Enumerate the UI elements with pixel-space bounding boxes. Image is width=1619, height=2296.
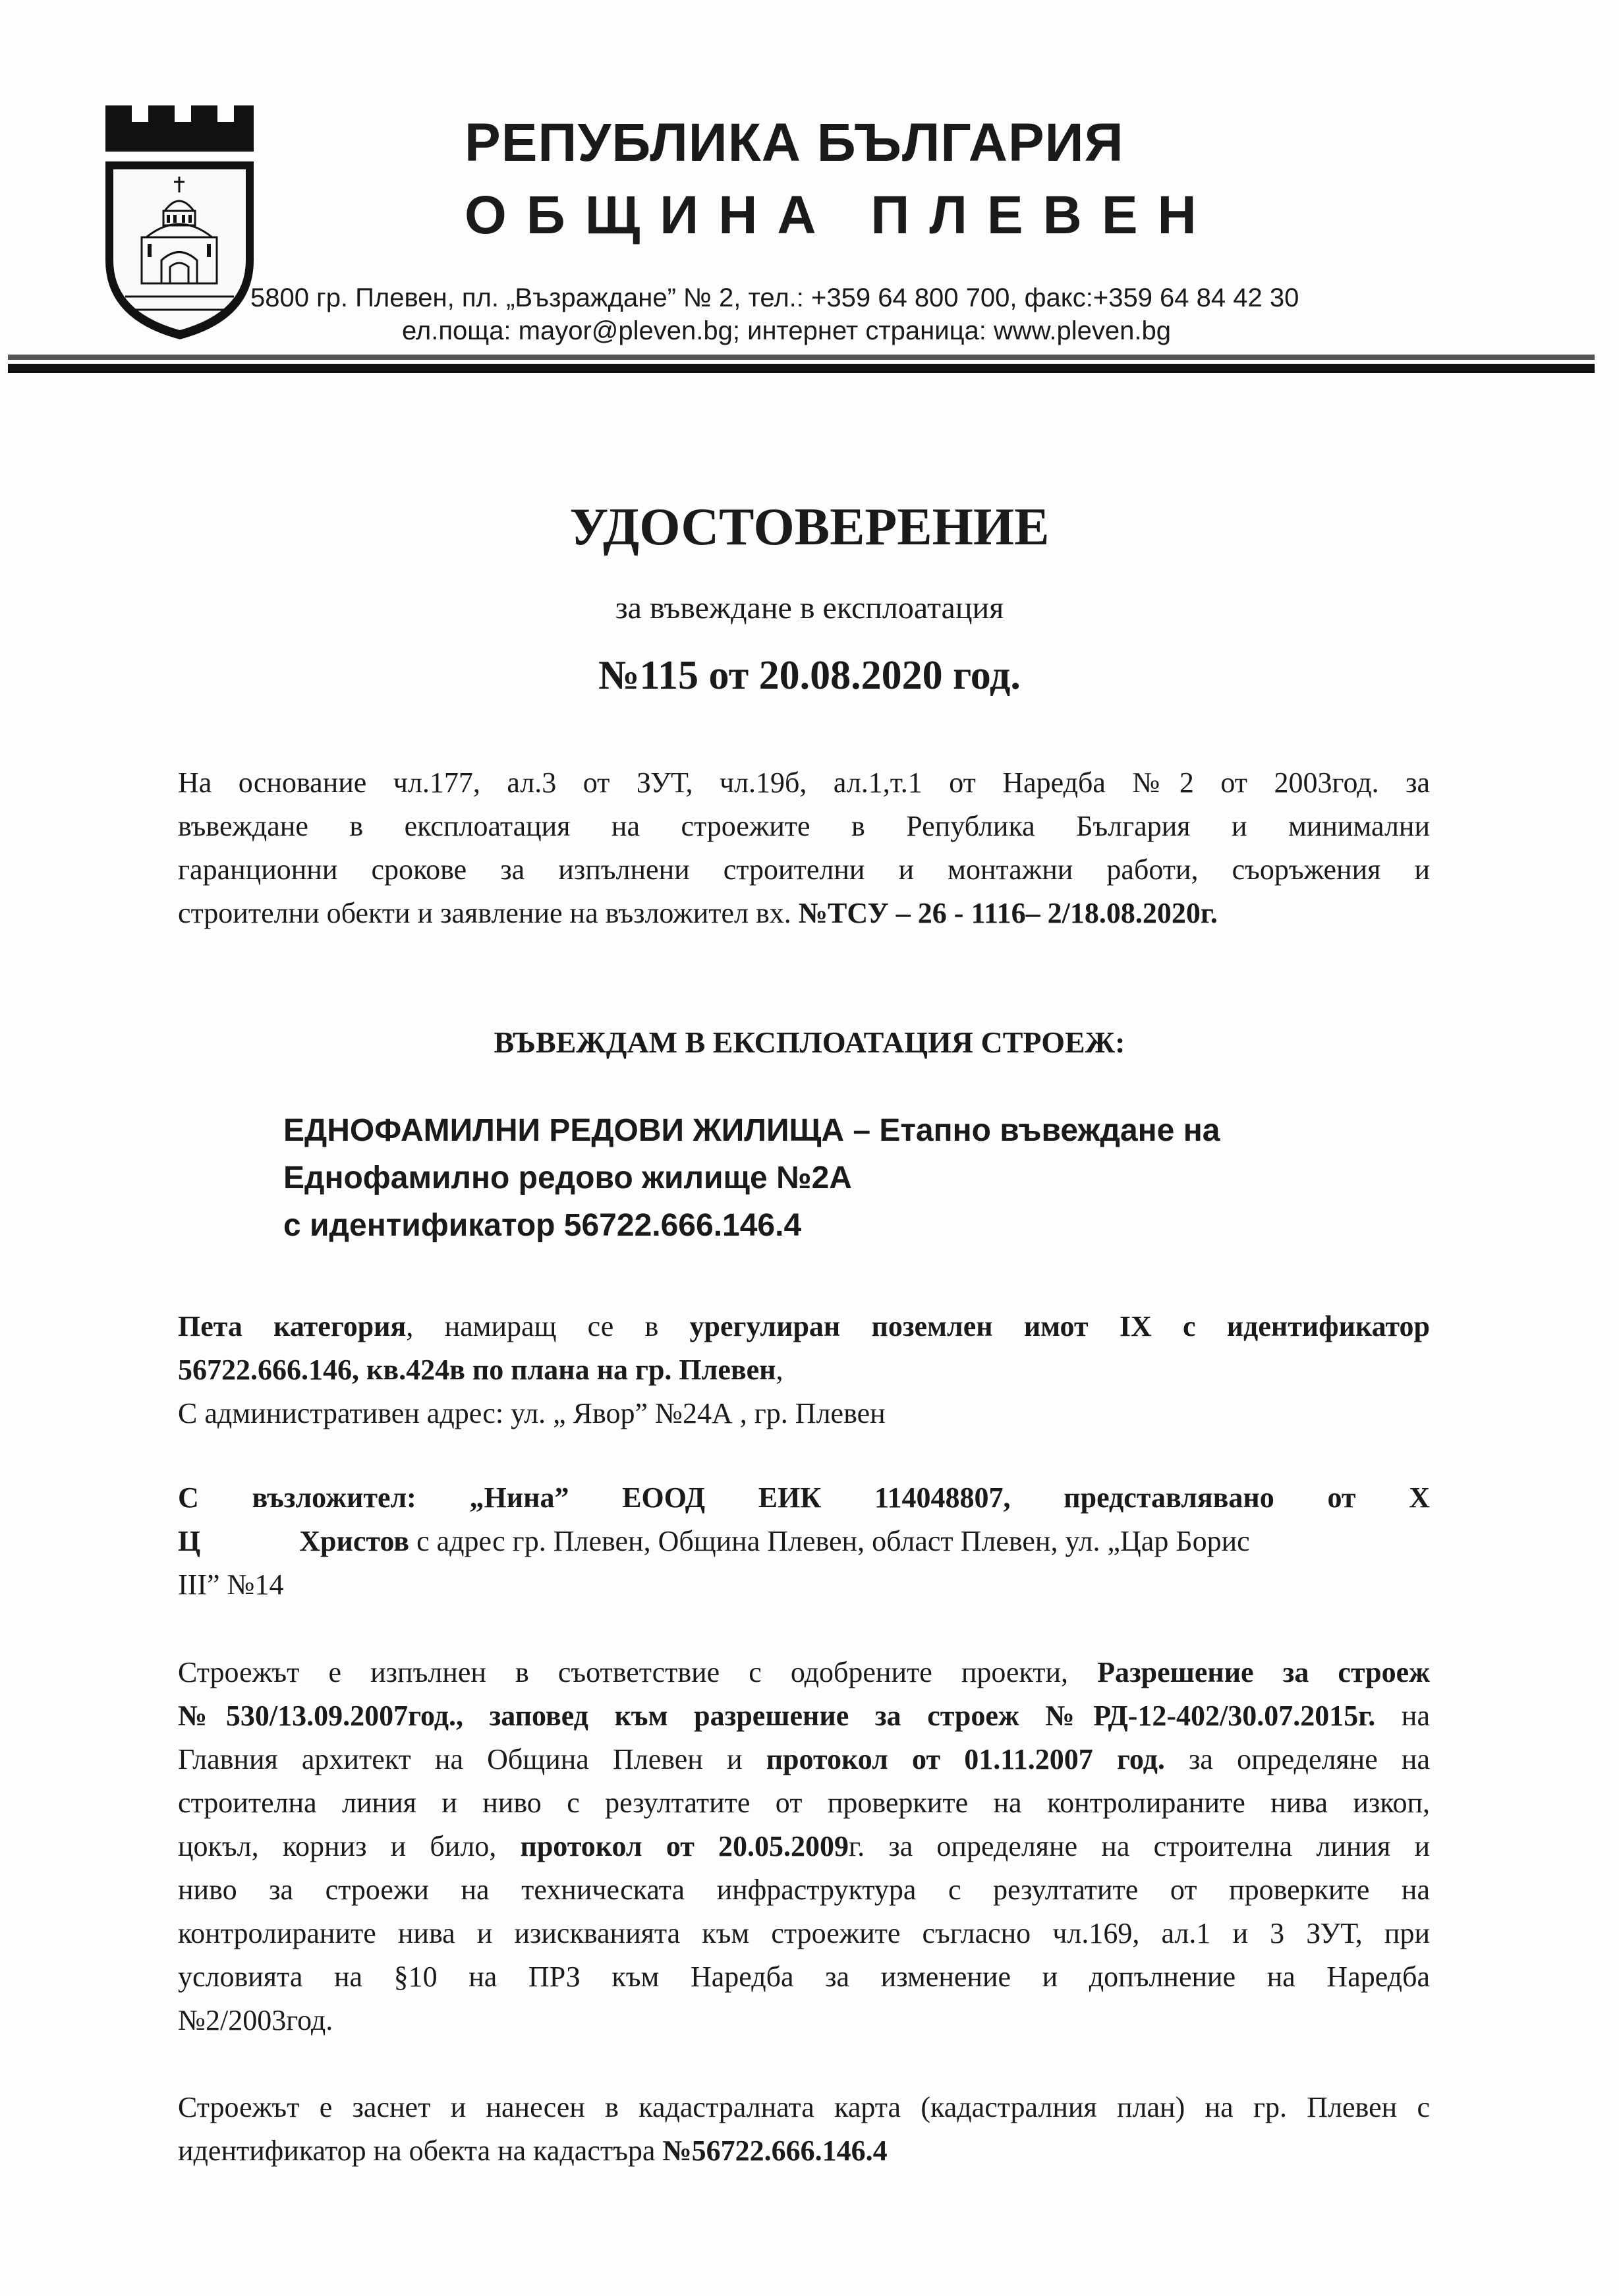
text-line: Пета категория, намиращ се в урегулиран поземлен имот IX с идентификатор — [178, 1310, 1431, 1342]
text-line: цокъл, корниз и било, протокол от 20.05.2009г. за определяне на строителна линия и — [178, 1830, 1430, 1862]
header-address: 5800 гр. Плевен, пл. „Възраждане” № 2, тел.: +359 64 800 700, факс:+359 64 84 42 30 — [250, 283, 1299, 312]
cadastre-paragraph — [178, 2086, 1430, 2173]
header-contacts: ел.поща: mayor@pleven.bg; интернет страница: www.pleven.bg — [402, 316, 1172, 345]
text-line: С възложител: „Нина” ЕООД ЕИК 114048807, представлявано от Х — [178, 1481, 1430, 1514]
legal-basis-paragraph — [178, 761, 1430, 935]
text-line: въвеждане в експлоатация на строежите в Република България и минимални — [178, 810, 1430, 842]
document-number: №115 от 20.08.2020 год. — [598, 653, 1021, 698]
text-line: Строежът е изпълнен в съответствие с одобрените проекти, Разрешение за строеж — [178, 1656, 1431, 1688]
text-line: III” №14 — [178, 1568, 284, 1601]
section-heading: ВЪВЕЖДАМ В ЕКСПЛОАТАЦИЯ СТРОЕЖ: — [494, 1025, 1125, 1059]
category-paragraph — [178, 1305, 1430, 1435]
text-line: №2/2003год. — [178, 2004, 333, 2036]
object-line: ЕДНОФАМИЛНИ РЕДОВИ ЖИЛИЩА – Етапно въвеждане на — [283, 1113, 1220, 1148]
header-divider-thick — [8, 364, 1595, 373]
compliance-paragraph — [178, 1651, 1430, 2042]
text-line: Строежът е заснет и нанесен в кадастралната карта (кадастралния план) на гр. Плевен с — [178, 2091, 1430, 2123]
text-line: идентификатор на обекта на кадастъра №56722.666.146.4 — [178, 2135, 888, 2167]
text-line: контролираните нива и изискванията към строежите съгласно чл.169, ал.1 и 3 ЗУТ, при — [178, 1917, 1430, 1949]
text-line: 56722.666.146, кв.424в по плана на гр. Плевен, — [178, 1354, 783, 1386]
text-line: №530/13.09.2007год., заповед към разрешение за строеж №РД-12-402/30.07.2015г. на — [178, 1700, 1430, 1732]
header-title-municipality: ОБЩИНА ПЛЕВЕН — [465, 185, 1216, 245]
header-title-republic: РЕПУБЛИКА БЪЛГАРИЯ — [465, 113, 1124, 173]
text-line: Главния архитект на Община Плевен и протокол от 01.11.2007 год. за определяне на — [178, 1743, 1430, 1775]
object-line: Еднофамилно редово жилище №2А — [283, 1161, 852, 1195]
text-line: С административен адрес: ул. „ Явор” №24А , гр. Плевен — [178, 1397, 886, 1429]
header-divider-thin — [8, 355, 1595, 360]
assignor-paragraph — [178, 1476, 1430, 1607]
text-line: строителни обекти и заявление на възложител вх. №ТСУ – 26 - 1116– 2/18.08.2020г. — [178, 897, 1218, 929]
text-line: ниво за строежи на техническата инфраструктура с резултатите от проверките на — [178, 1874, 1430, 1906]
text-line: Ц Христов с адрес гр. Плевен, Община Плевен, област Плевен, ул. „Цар Борис — [178, 1525, 1250, 1557]
document-title: УДОСТОВЕРЕНИЕ — [569, 498, 1050, 556]
text-line: строителна линия и ниво с резултатите от проверките на контролираните нива изкоп, — [178, 1787, 1430, 1819]
building-object — [283, 1107, 1220, 1249]
text-line: условията на §10 на ПРЗ към Наредба за изменение и допълнение на Наредба — [178, 1961, 1430, 1993]
pleven-coat-of-arms-icon — [99, 99, 260, 343]
text-line: На основание чл.177, ал.3 от ЗУТ, чл.19б, ал.1,т.1 от Наредба №2 от 2003год. за — [178, 766, 1430, 799]
application-number: №ТСУ – 26 - 1116– 2/18.08.2020г. — [798, 897, 1218, 929]
cadastre-identifier: №56722.666.146.4 — [662, 2135, 888, 2167]
object-line: с идентификатор 56722.666.146.4 — [283, 1208, 802, 1243]
document-subtitle: за въвеждане в експлоатация — [615, 590, 1004, 625]
text-line: гаранционни срокове за изпълнени строителни и монтажни работи, съоръжения и — [178, 853, 1430, 886]
